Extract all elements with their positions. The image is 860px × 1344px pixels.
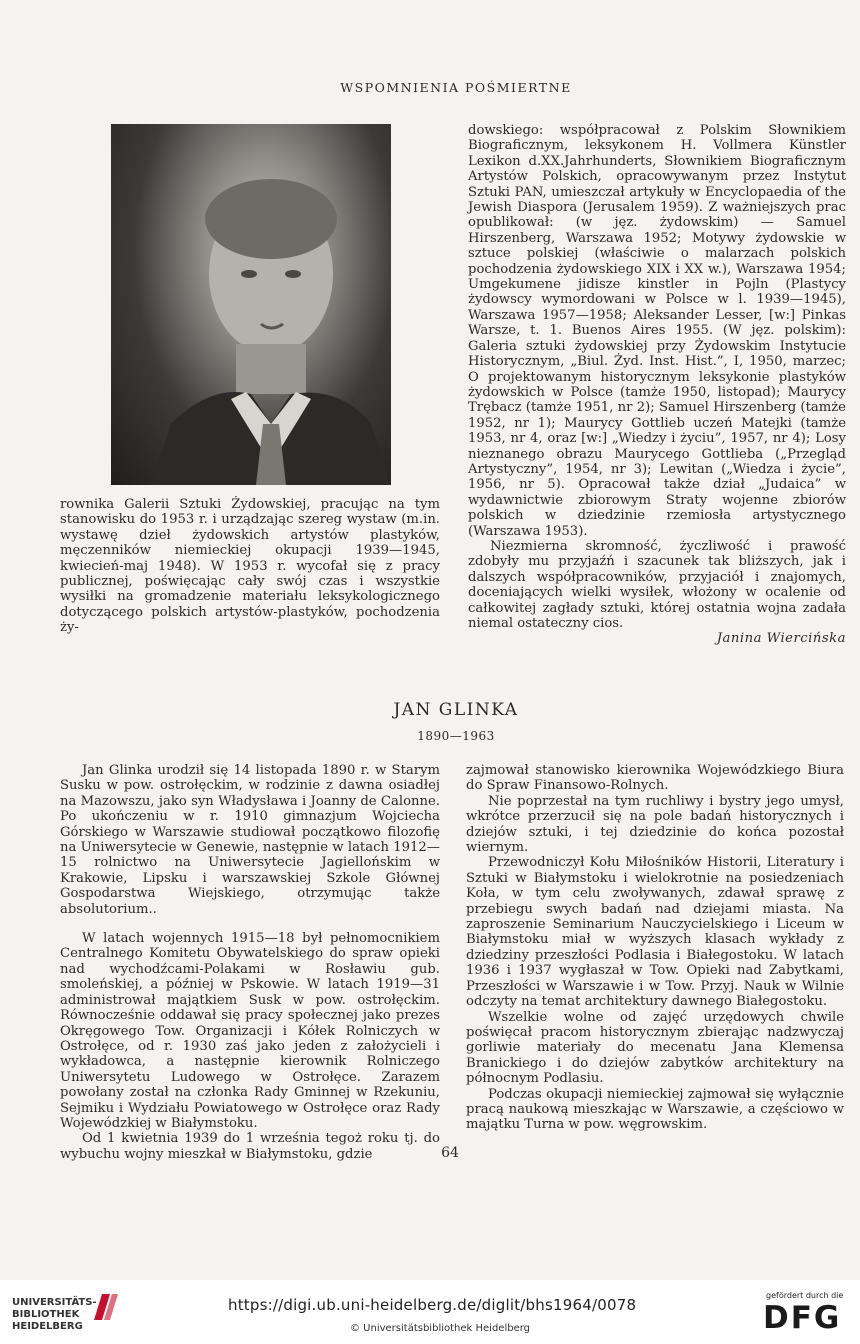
footer-bar: [0, 1280, 860, 1344]
bio-left-column: [60, 763, 440, 1162]
bio-paragraph: Jan Glinka urodził się 14 listopada 1890 r. w Starym Susku w pow. ostrołęckim, w rodzinie z dawna osiadłej na Mazowszu, jako syn Władysława i Joanny de Calonne. Po ukończeniu w r. 1910 gimnazjum Wojciecha Górskiego w Warszawie studiował początkowo filozofię na Uniwersytecie w Genewie, następnie w latach 1912—15 rolnictwo na Uniwersytecie Jagiellońskim w Krakowie, Lipsku i warszawskiej Szkole Głównej Gospodarstwa Wiejskiego, otrzymując także absolutorium..: [60, 763, 440, 917]
library-mark-icon: [90, 1290, 120, 1324]
portrait-figure: [111, 124, 391, 485]
copyright-notice: © Universitätsbibliothek Heidelberg: [350, 1323, 531, 1334]
library-name-line: HEIDELBERG: [12, 1321, 83, 1332]
dfg-logo[interactable]: DFG: [763, 1300, 842, 1336]
bio-title: JAN GLINKA: [393, 700, 519, 720]
bio-right-column: [466, 763, 844, 1133]
obituary-left-paragraph: rownika Galerii Sztuki Żydowskiej, pracując na tym stanowisku do 1953 r. i urządzając szereg wystaw (m.in. wystawę dzieł żydowskich artystów plastyków, męczenników niemieckiej okupacji 1939—1945, kwiecień-maj 1948). W 1953 r. wycofał się z pracy publicznej, poświęcając cały swój czas i wszystkie wysiłki na gromadzenie materiału leksykologicznego dotyczącego polskich artystów-plastyków, pochodzenia ży-: [60, 497, 440, 636]
obituary-right-column: [468, 123, 846, 647]
bio-paragraph: zajmował stanowisko kierownika Wojewódzkiego Biura do Spraw Finansowo-Rolnych.: [466, 763, 844, 794]
obituary-signature: Janina Wiercińska: [716, 631, 846, 647]
bio-paragraph: Wszelkie wolne od zajęć urzędowych chwile poświęcał pracom historycznym zbierając nadzwyczaj gorliwie materiały do mecenatu Jana Klemensa Branickiego i do dziejów zabytków architektury na północnym Podlasiu.: [466, 1009, 844, 1087]
portrait-photo: [111, 124, 391, 485]
library-name-line: BIBLIOTHEK: [12, 1309, 80, 1320]
bio-paragraph: W latach wojennych 1915—18 był pełnomocnikiem Centralnego Komitetu Obywatelskiego do spraw opieki nad wychodźcami-Polakami w Rosławiu gub. smoleńskiej, a później w Pskowie. W latach 1919—31 administrował majątkiem Susk w pow. ostrołęckim. Równocześnie oddawał się pracy społecznej jako prezes Okręgowego Tow. Organizacji i Kółek Rolniczych w Ostrołęce, od r. 1930 zaś jako jeden z założycieli i wykładowca, a następnie kierownik Rolniczego Uniwersytetu Ludowego w Ostrołęce. Zarazem powołany został na członka Rady Gminnej w Rzekuniu, Sejmiku i Wydziału Powiatowego w Ostrołęce oraz Rady Wojewódzkiej w Białymstoku.: [60, 931, 440, 1131]
dfg-caption: gefördert durch die: [766, 1291, 844, 1300]
document-url-link[interactable]: https://digi.ub.uni-heidelberg.de/diglit/bhs1964/0078: [228, 1296, 637, 1314]
obituary-left-column: [60, 497, 440, 636]
bio-paragraph: Od 1 kwietnia 1939 do 1 września tegoż roku tj. do wybuchu wojny mieszkał w Białymstoku, gdzie: [60, 1131, 440, 1162]
bio-paragraph: Podczas okupacji niemieckiej zajmował się wyłącznie pracą naukową mieszkając w Warszawie, a częściowo w majątku Turna w pow. węgrowskim.: [466, 1086, 844, 1133]
running-head: WSPOMNIENIA POŚMIERTNE: [340, 80, 572, 95]
obituary-paragraph: Niezmierna skromność, życzliwość i prawość zdobyły mu przyjaźń i szacunek tak bliższych, jak i dalszych współpracowników, przyjaciół i znajomych, doceniających wielki wysiłek, włożony w ocalenie od całkowitej zagłady sztuki, której ostatnia wojna zadała niemal ostateczny cios.: [468, 538, 846, 631]
bio-paragraph: Nie poprzestał na tym ruchliwy i bystry jego umysł, wkrótce przerzucił się na pole badań historycznych i dziejów sztuki, i tej dziedzinie do końca pozostał wiernym.: [466, 793, 844, 856]
bio-paragraph: Przewodniczył Kołu Miłośników Historii, Literatury i Sztuki w Białymstoku i wielokrotnie na posiedzeniach Koła, w tym celu zwoływanych, zdawał sprawę z przebiegu swych badań nad dziejami miasta. Na zaproszenie Seminarium Nauczycielskiego i Liceum w Białymstoku miał w wyższych klasach wykłady z dziedziny przeszłości Podlasia i Białegostoku. W latach 1936 i 1937 wygłaszał w Tow. Opieki nad Zabytkami, Przeszłości w Warszawie i w Tow. Przyj. Nauk w Wilnie odczyty na temat architektury dawnego Białegostoku.: [466, 855, 844, 1010]
bio-years: 1890—1963: [417, 729, 495, 743]
library-logo[interactable]: [12, 1297, 97, 1333]
library-name-line: UNIVERSITÄTS-: [12, 1297, 97, 1308]
obituary-paragraph: dowskiego: współpracował z Polskim Słownikiem Biograficznym, leksykonem H. Vollmera Künstler Lexikon d.XX.Jahrhunderts, Słownikiem Biograficznym Artystów Polskich, opracowywanym przez Instytut Sztuki PAN, umieszczał artykuły w Encyclopaedia of the Jewish Diaspora (Jerusalem 1959). Z ważniejszych prac opublikował: (w jęz. żydowskim) — Samuel Hirszenberg, Warszawa 1952; Motywy żydowskie w sztuce polskiej (właściwie o malarzach polskich pochodzenia żydowskiego XIX i XX w.), Warszawa 1954; Umgekumene jidisze kinstler in Pojln (Plastycy żydowscy wymordowani w Polsce w l. 1939—1945), Warszawa 1957—1958; Aleksander Lesser, [w:] Pinkas Warsze, t. 1. Buenos Aires 1955. (W jęz. polskim): Galeria sztuki żydowskiej przy Żydowskim Instytucie Historycznym, „Biul. Żyd. Inst. Hist.”, I, 1950, marzec; O projektowanym historycznym leksykonie plastyków żydowskich w Polsce (tamże 1950, listopad); Maurycy Trębacz (tamże 1951, nr 2); Samuel Hirszenberg (tamże 1952, nr 1); Maurycy Gottlieb uczeń Matejki (tamże 1953, nr 4, oraz [w:] „Wiedzy i życiu”, 1957, nr 4); Losy nieznanego obrazu Maurycego Gottlieba („Przegląd Artystyczny”, 1954, nr 3); Lewitan („Wiedza i życie”, 1956, nr 5). Opracował także dział „Judaica” w wydawnictwie zbiorowym Straty wojenne zbiorów polskich w dziedzinie rzemiosła artystycznego (Warszawa 1953).: [468, 123, 846, 539]
page-number: 64: [441, 1145, 459, 1161]
